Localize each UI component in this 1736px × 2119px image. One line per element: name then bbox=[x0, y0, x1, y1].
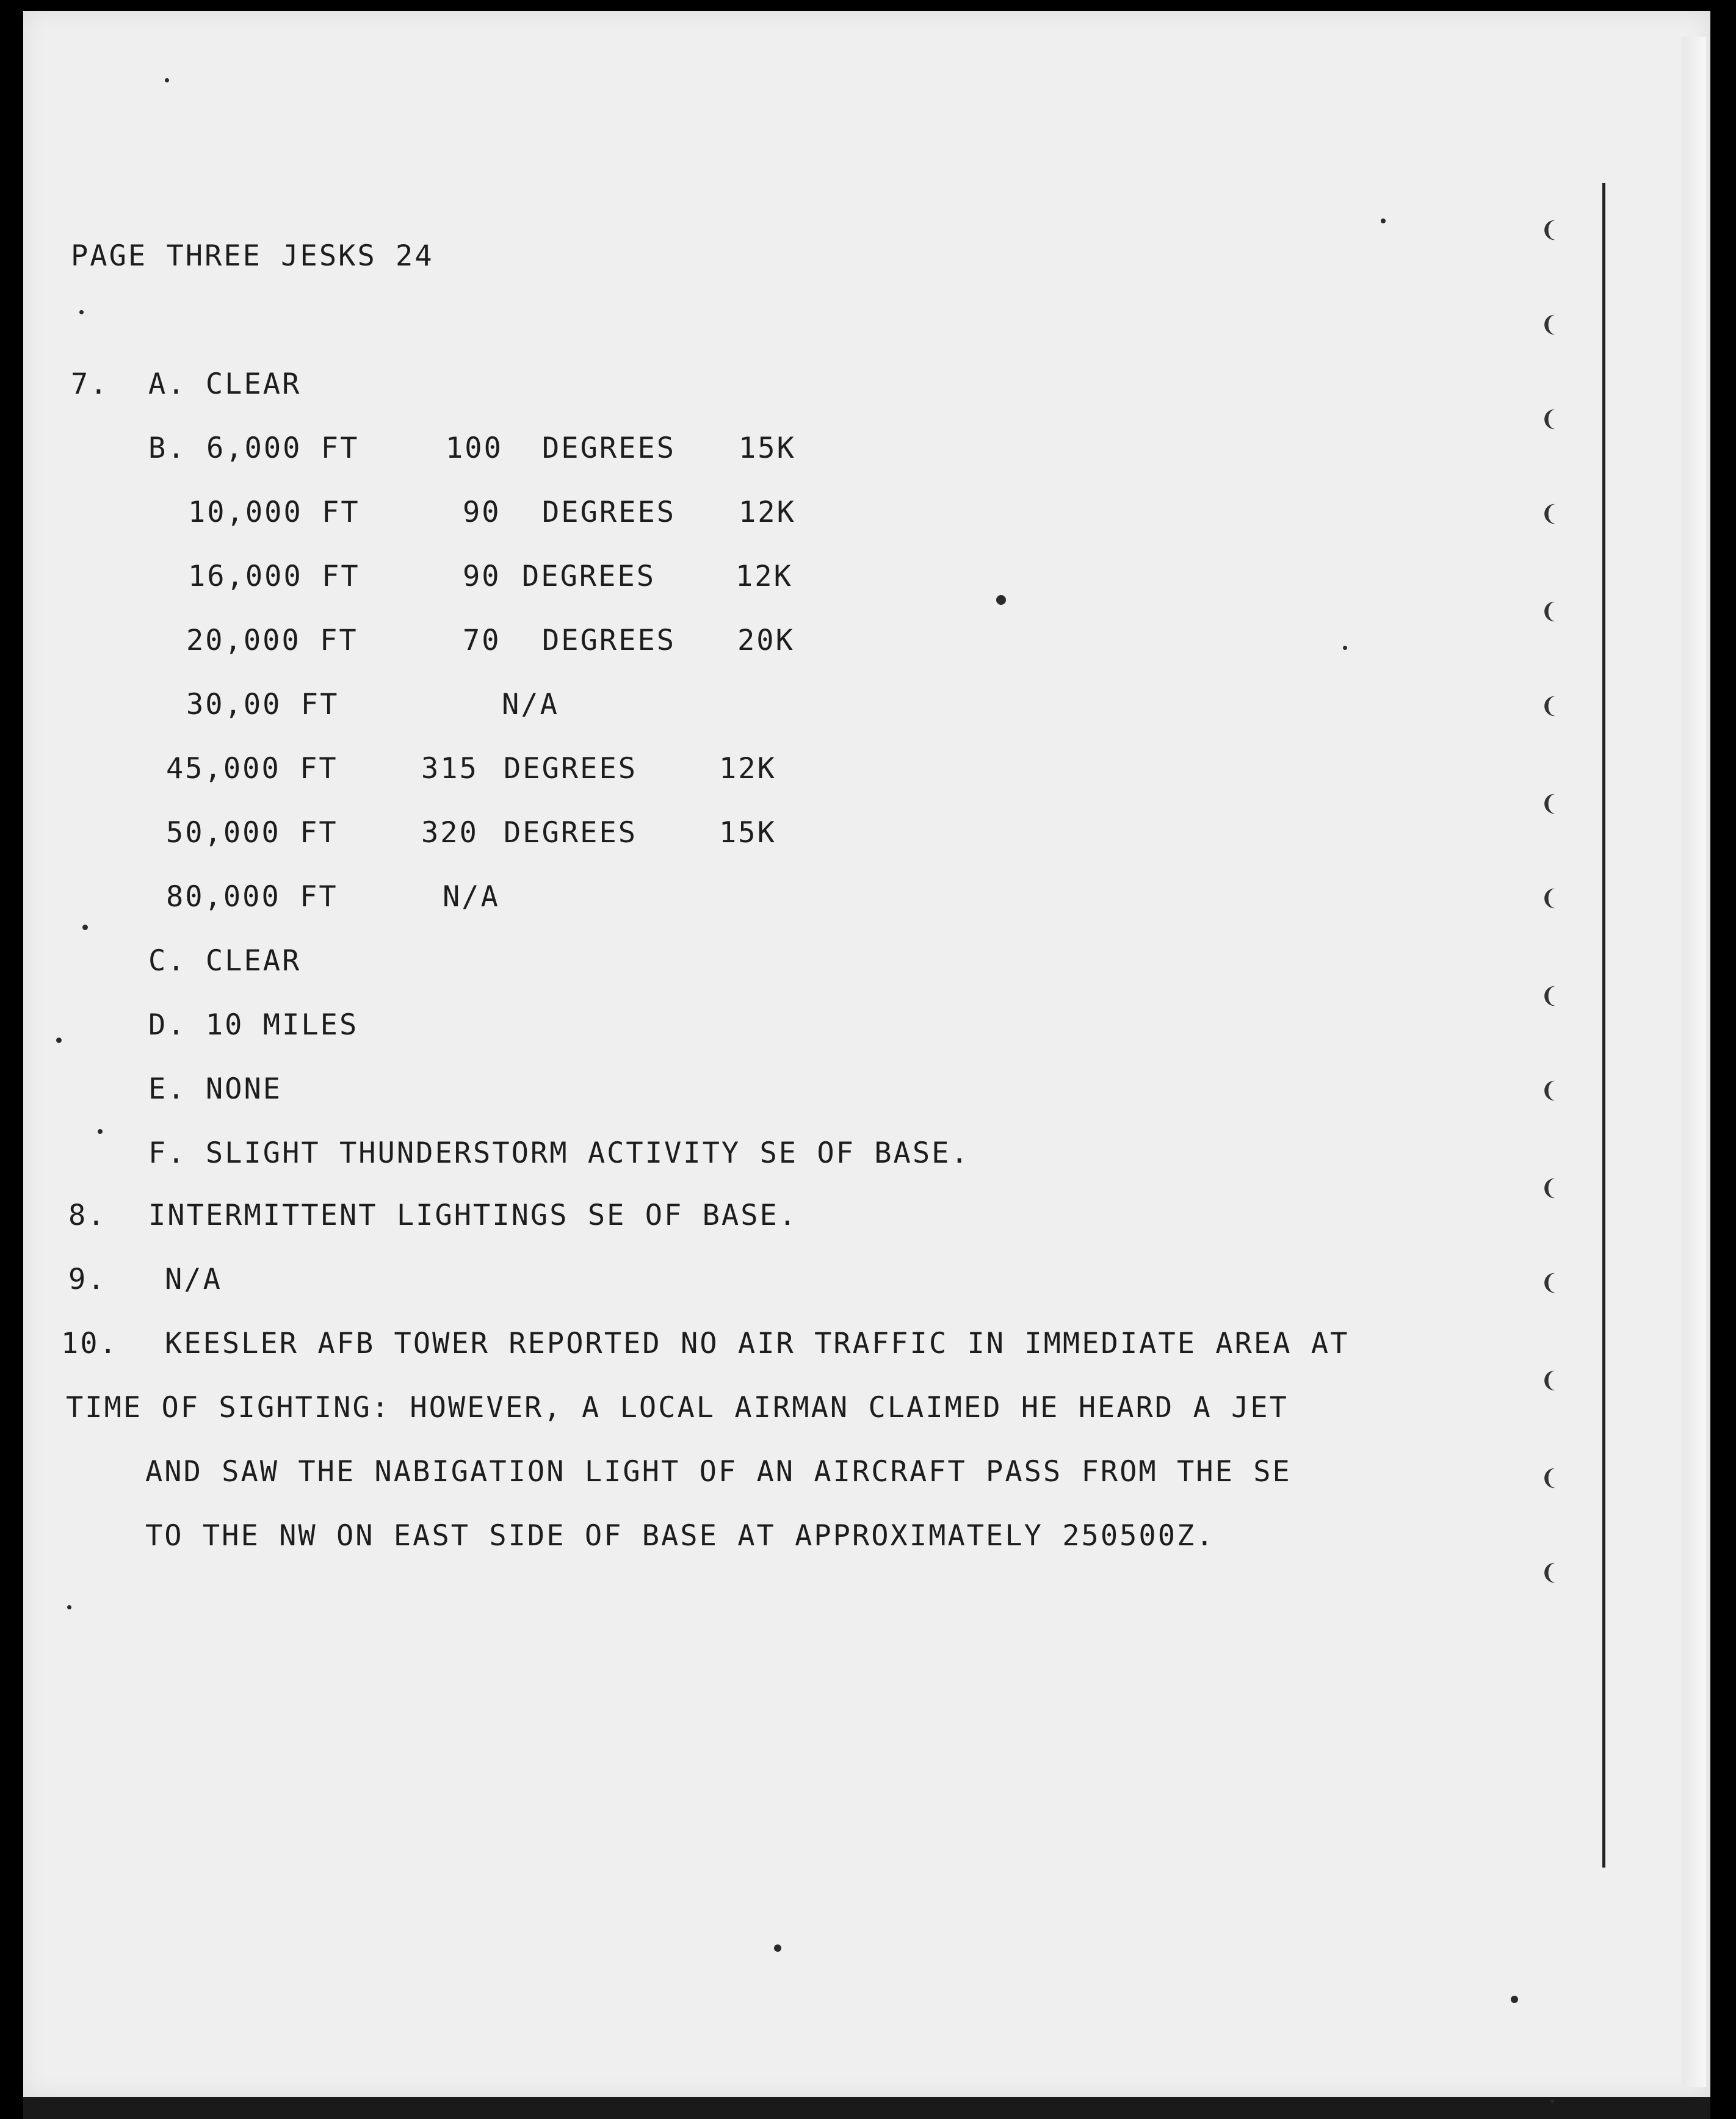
item-10-line-3: AND SAW THE NABIGATION LIGHT OF AN AIRCRAFT PASS FROM THE SE bbox=[145, 1455, 1292, 1489]
wind-unit: DEGREES bbox=[504, 752, 638, 785]
item-7b-label: B. bbox=[148, 431, 187, 465]
wind-unit: DEGREES bbox=[522, 560, 656, 593]
scan-border bbox=[23, 2097, 1710, 2119]
document-page bbox=[23, 11, 1710, 2097]
margin-rule bbox=[1602, 183, 1605, 1868]
wind-altitude: 45,000 FT bbox=[166, 752, 338, 785]
wind-altitude: 20,000 FT bbox=[186, 624, 358, 657]
wind-altitude: 30,00 FT bbox=[186, 688, 339, 721]
wind-unit: DEGREES bbox=[542, 431, 676, 465]
wind-altitude: 6,000 FT bbox=[206, 431, 360, 465]
item-9-number: 9. bbox=[68, 1263, 107, 1296]
wind-altitude: 80,000 FT bbox=[166, 880, 338, 914]
item-8-text: INTERMITTENT LIGHTINGS SE OF BASE. bbox=[148, 1199, 798, 1232]
wind-not-available: N/A bbox=[502, 688, 559, 721]
wind-speed: 12K bbox=[739, 496, 796, 529]
wind-unit: DEGREES bbox=[504, 816, 638, 850]
item-10-number: 10. bbox=[61, 1327, 118, 1360]
wind-altitude: 16,000 FT bbox=[188, 560, 360, 593]
wind-speed: 15K bbox=[739, 431, 796, 465]
wind-unit: DEGREES bbox=[542, 624, 676, 657]
wind-direction: 315 bbox=[421, 752, 479, 785]
wind-direction: 90 bbox=[463, 560, 501, 593]
item-10-line-2: TIME OF SIGHTING: HOWEVER, A LOCAL AIRMAN CLAIMED HE HEARD A JET bbox=[66, 1391, 1289, 1424]
wind-altitude: 10,000 FT bbox=[188, 496, 360, 529]
item-9-text: N/A bbox=[165, 1263, 222, 1296]
wind-unit: DEGREES bbox=[542, 496, 676, 529]
wind-speed: 20K bbox=[737, 624, 795, 657]
item-7a: A. CLEAR bbox=[148, 367, 302, 401]
item-8-number: 8. bbox=[68, 1199, 107, 1232]
page-edge bbox=[1682, 37, 1706, 2087]
wind-speed: 12K bbox=[736, 560, 793, 593]
item-7f: F. SLIGHT THUNDERSTORM ACTIVITY SE OF BASE. bbox=[148, 1136, 970, 1170]
wind-direction: 70 bbox=[463, 624, 501, 657]
wind-direction: 100 bbox=[446, 431, 503, 465]
page-header: PAGE THREE JESKS 24 bbox=[71, 239, 434, 273]
item-7-number: 7. bbox=[71, 367, 109, 401]
wind-not-available: N/A bbox=[443, 880, 500, 914]
item-7e: E. NONE bbox=[148, 1072, 283, 1106]
wind-direction: 90 bbox=[463, 496, 501, 529]
item-10-line-4: TO THE NW ON EAST SIDE OF BASE AT APPROXIMATELY 250500Z. bbox=[145, 1519, 1215, 1553]
item-10-line-1: KEESLER AFB TOWER REPORTED NO AIR TRAFFIC IN IMMEDIATE AREA AT bbox=[165, 1327, 1350, 1360]
wind-speed: 15K bbox=[719, 816, 776, 850]
wind-direction: 320 bbox=[421, 816, 479, 850]
wind-altitude: 50,000 FT bbox=[166, 816, 338, 850]
wind-speed: 12K bbox=[719, 752, 776, 785]
item-7d: D. 10 MILES bbox=[148, 1008, 359, 1042]
item-7c: C. CLEAR bbox=[148, 944, 302, 978]
